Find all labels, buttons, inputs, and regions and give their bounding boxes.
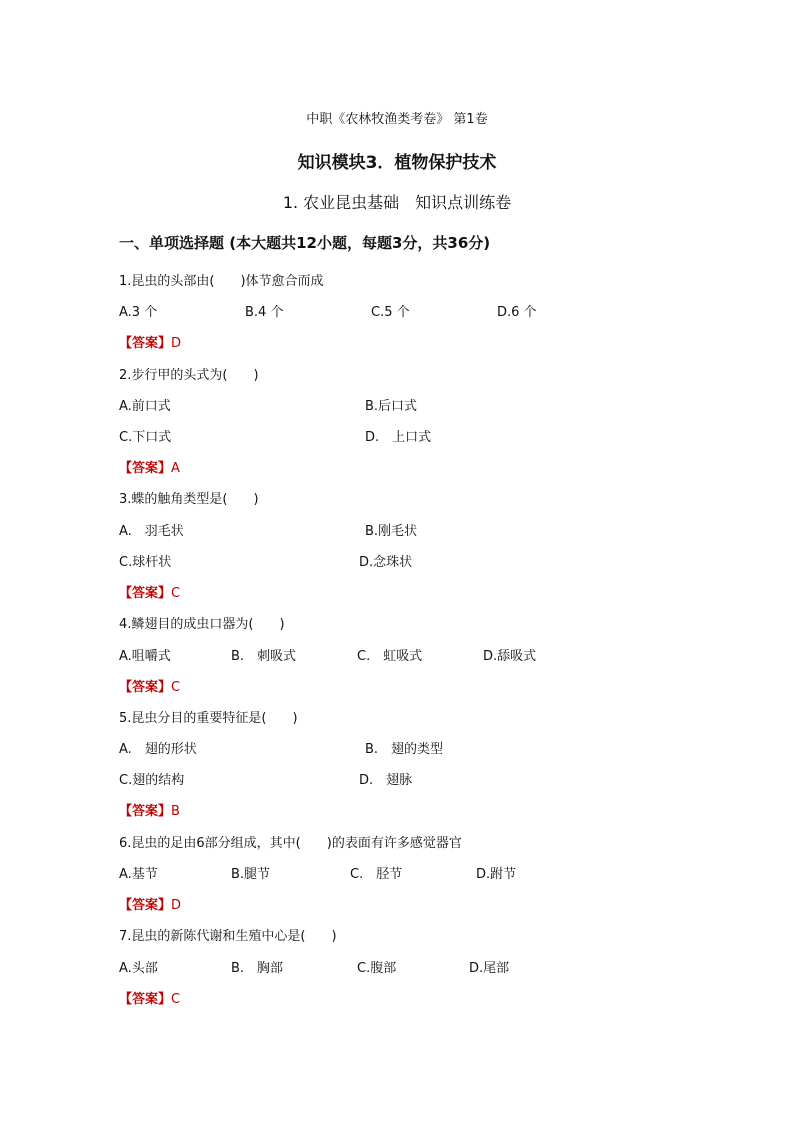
option-a: A.头部 bbox=[119, 961, 158, 976]
option-b: B.刚毛状 bbox=[365, 524, 418, 539]
answer-value: C bbox=[171, 680, 181, 695]
section-title: 一、单项选择题 (本大题共12小题，每题3分，共36分) bbox=[119, 234, 491, 252]
option-d: D.念珠状 bbox=[359, 555, 413, 570]
option-c: C.腹部 bbox=[357, 961, 397, 976]
option-c: C. 胫节 bbox=[350, 867, 403, 882]
answer-label: 【答案】 bbox=[119, 680, 172, 695]
question-stem: 4.鳞翅目的成虫口器为( ) bbox=[119, 617, 285, 632]
answer-label: 【答案】 bbox=[119, 461, 172, 476]
answer-line bbox=[119, 800, 180, 819]
answer-label: 【答案】 bbox=[119, 804, 172, 819]
question-stem: 6.昆虫的足由6部分组成，其中( )的表面有许多感觉器官 bbox=[119, 836, 462, 851]
option-b: B. 胸部 bbox=[231, 961, 284, 976]
option-a: A.3 个 bbox=[119, 305, 158, 320]
option-c: C. 虹吸式 bbox=[357, 649, 423, 664]
option-c: C.翅的结构 bbox=[119, 773, 185, 788]
answer-line bbox=[119, 457, 180, 476]
answer-line bbox=[119, 988, 180, 1007]
answer-value: C bbox=[171, 992, 181, 1007]
answer-label: 【答案】 bbox=[119, 992, 172, 1007]
answer-line bbox=[119, 582, 180, 601]
option-a: A. 翅的形状 bbox=[119, 742, 197, 757]
question-stem: 1.昆虫的头部由( )体节愈合而成 bbox=[119, 274, 324, 289]
answer-value: C bbox=[171, 586, 181, 601]
answer-value: A bbox=[171, 461, 180, 476]
option-d: D.尾部 bbox=[469, 961, 510, 976]
answer-line bbox=[119, 676, 180, 695]
option-d: D.跗节 bbox=[476, 867, 517, 882]
option-b: B. 刺吸式 bbox=[231, 649, 297, 664]
option-a: A.咀嚼式 bbox=[119, 649, 171, 664]
option-b: B.后口式 bbox=[365, 399, 418, 414]
option-d: D.6 个 bbox=[497, 305, 537, 320]
answer-value: B bbox=[171, 804, 180, 819]
exam-header: 中职《农林牧渔类考卷》 第1卷 bbox=[306, 112, 488, 127]
option-d: D. 上口式 bbox=[365, 430, 432, 445]
subtitle: 1. 农业昆虫基础 知识点训练卷 bbox=[282, 193, 512, 212]
option-b: B. 翅的类型 bbox=[365, 742, 444, 757]
option-d: D. 翅脉 bbox=[359, 773, 413, 788]
question-stem: 5.昆虫分目的重要特征是( ) bbox=[119, 711, 298, 726]
option-a: A. 羽毛状 bbox=[119, 524, 184, 539]
option-b: B.4 个 bbox=[245, 305, 284, 320]
option-a: A.基节 bbox=[119, 867, 158, 882]
answer-value: D bbox=[171, 898, 182, 913]
option-c: C.下口式 bbox=[119, 430, 172, 445]
option-c: C.球杆状 bbox=[119, 555, 172, 570]
module-title: 知识模块3．植物保护技术 bbox=[297, 153, 497, 173]
question-stem: 2.步行甲的头式为( ) bbox=[119, 368, 259, 383]
answer-value: D bbox=[171, 336, 182, 351]
answer-line bbox=[119, 894, 181, 913]
answer-line bbox=[119, 332, 181, 351]
answer-label: 【答案】 bbox=[119, 898, 172, 913]
option-c: C.5 个 bbox=[371, 305, 410, 320]
answer-label: 【答案】 bbox=[119, 586, 172, 601]
option-d: D.舔吸式 bbox=[483, 649, 537, 664]
question-stem: 3.蝶的触角类型是( ) bbox=[119, 492, 259, 507]
question-stem: 7.昆虫的新陈代谢和生殖中心是( ) bbox=[119, 929, 337, 944]
option-b: B.腿节 bbox=[231, 867, 271, 882]
answer-label: 【答案】 bbox=[119, 336, 172, 351]
option-a: A.前口式 bbox=[119, 399, 171, 414]
